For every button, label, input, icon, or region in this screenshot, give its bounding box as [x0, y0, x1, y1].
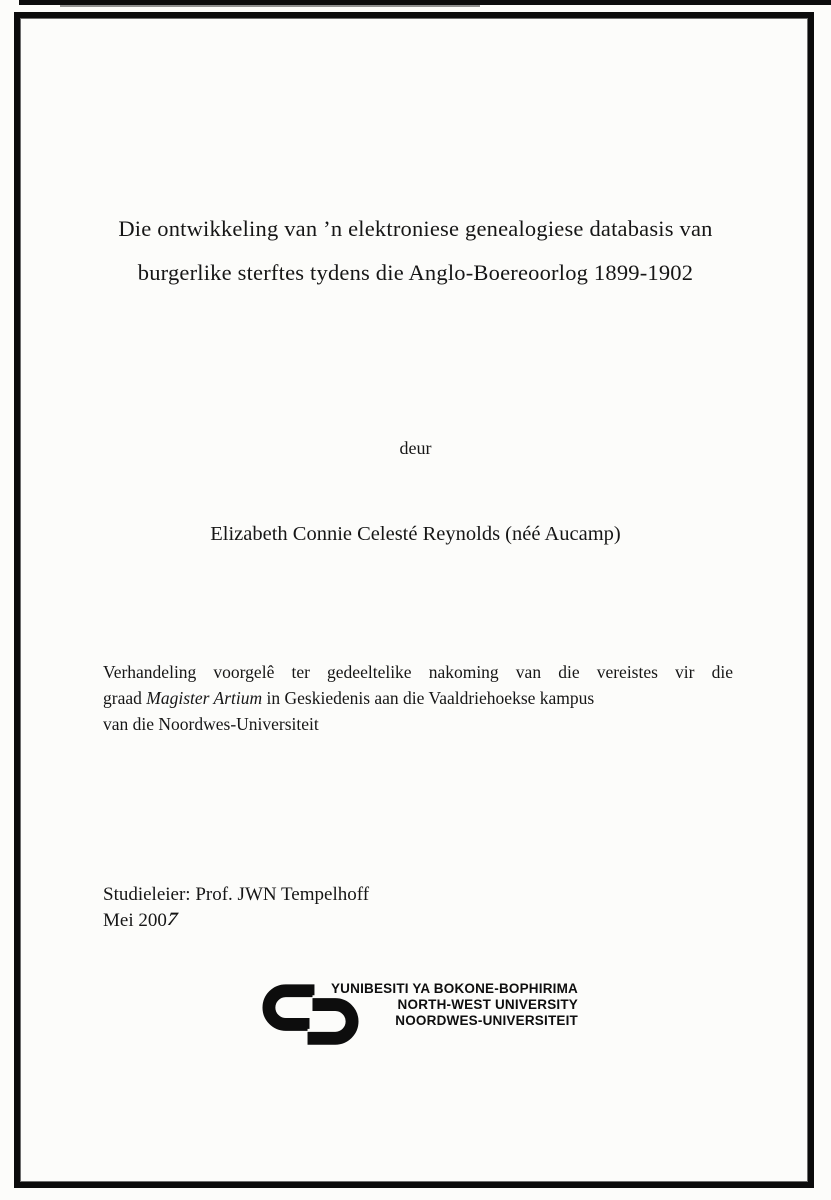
scan-artifact-top-smear	[60, 5, 480, 7]
university-logo-text	[320, 981, 578, 1029]
degree-statement-line2-pre: graad	[103, 688, 147, 708]
degree-name-italic: Magister Artium	[146, 688, 263, 708]
university-logo	[258, 972, 578, 1058]
degree-statement-line2-post: in Geskiedenis aan die Vaaldriehoekse kampus	[262, 688, 595, 708]
logo-text-setswana: YUNIBESITI YA BOKONE-BOPHIRIMA	[330, 981, 578, 996]
byline-deur: deur	[399, 438, 432, 458]
date-line	[103, 908, 369, 934]
logo-text-afrikaans: NOORDWES-UNIVERSITEIT	[395, 1013, 578, 1028]
supervisor-block	[103, 882, 369, 934]
date-prefix: Mei 200	[103, 910, 167, 931]
logo-text-english: NORTH-WEST UNIVERSITY	[397, 997, 578, 1012]
page-title	[0, 207, 831, 295]
date-last-digit: 7	[163, 909, 181, 930]
degree-statement-line3: van die Noordwes-Universiteit	[103, 714, 319, 734]
author-name: Elizabeth Connie Celesté Reynolds (néé Aucamp)	[210, 523, 621, 545]
degree-statement	[103, 659, 733, 737]
supervisor-line: Studieleier: Prof. JWN Tempelhoff	[103, 884, 370, 905]
degree-statement-line2	[103, 685, 733, 711]
page-title-line2: burgerlike sterftes tydens die Anglo-Boereoorlog 1899-1902	[137, 260, 694, 285]
page-title-line1: Die ontwikkeling van ’n elektroniese genealogiese databasis van	[118, 216, 713, 241]
degree-statement-line1: Verhandeling voorgelê ter gedeeltelike nakoming van die vereistes vir die	[103, 662, 733, 682]
